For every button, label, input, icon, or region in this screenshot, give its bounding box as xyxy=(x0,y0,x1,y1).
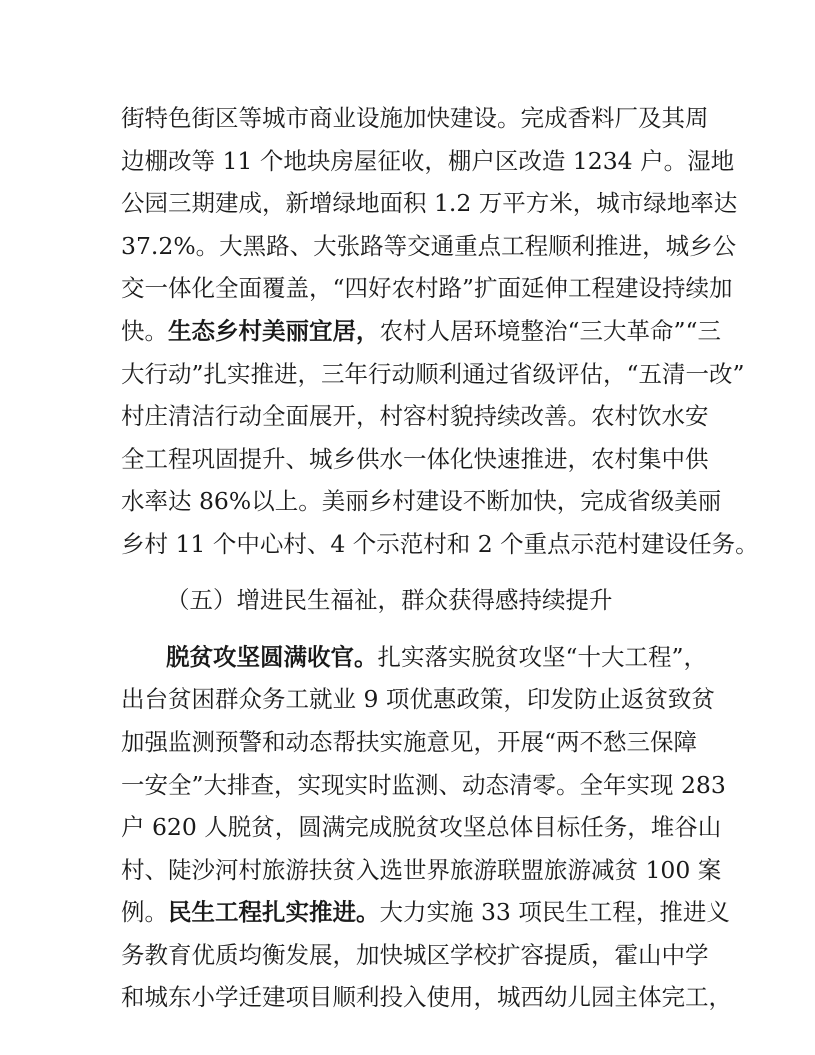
text-run: 大行动”扎实推进，三年行动顺利通过省级评估，“五清一改” xyxy=(121,360,745,388)
text-run: 农村人居环境整治“三大革命”“三 xyxy=(379,317,722,345)
text-run: 全工程巩固提升、城乡供水一体化快速推进，农村集中供 xyxy=(121,445,709,473)
text-run: 扎实落实脱贫攻坚“十大工程”， xyxy=(377,643,708,671)
body-text-line xyxy=(121,397,709,435)
text-run: 村、陡沙河村旅游扶贫入选世界旅游联盟旅游减贫 100 案 xyxy=(121,856,722,884)
text-run: 一安全”大排查，实现实时监测、动态清零。全年实现 283 xyxy=(121,771,726,799)
body-text-line xyxy=(121,482,722,520)
text-run: 37.2%。大黑路、大张路等交通重点工程顺利推进，城乡公 xyxy=(121,232,737,260)
body-text-line xyxy=(121,893,730,931)
text-run: 公园三期建成，新增绿地面积 1.2 万平方米，城市绿地率达 xyxy=(121,189,738,217)
body-text-line xyxy=(121,355,745,393)
body-text-line xyxy=(121,680,715,718)
text-run: 和城东小学迁建项目顺利投入使用，城西幼儿园主体完工， xyxy=(121,983,732,1011)
bold-topic-heading: 生态乡村美丽宜居， xyxy=(168,317,380,345)
body-text-line xyxy=(121,766,726,804)
body-text-line xyxy=(121,440,709,478)
section-heading-text: （五）增进民生福祉，群众获得感持续提升 xyxy=(166,586,613,614)
body-text-line xyxy=(121,269,733,307)
body-text-line xyxy=(121,978,732,1016)
text-run: 街特色街区等城市商业设施加快建设。完成香料厂及其周 xyxy=(121,104,709,132)
text-run: 例。 xyxy=(121,898,168,926)
section-heading xyxy=(166,581,613,619)
body-text-line xyxy=(121,808,722,846)
body-text-line xyxy=(121,525,759,563)
body-text-line xyxy=(121,312,722,350)
text-run: 大力实施 33 项民生工程，推进义 xyxy=(379,898,730,926)
text-run: 乡村 11 个中心村、4 个示范村和 2 个重点示范村建设任务。 xyxy=(121,530,759,558)
text-run: 加强监测预警和动态帮扶实施意见，开展“两不愁三保障 xyxy=(121,728,698,756)
body-text-line xyxy=(121,723,696,761)
body-text-line xyxy=(121,99,709,137)
text-run: 务教育优质均衡发展，加快城区学校扩容提质，霍山中学 xyxy=(121,941,709,969)
text-run: 快。 xyxy=(121,317,168,345)
text-run: 出台贫困群众务工就业 9 项优惠政策，印发防止返贫致贫 xyxy=(121,685,715,713)
text-run: 边棚改等 11 个地块房屋征收，棚户区改造 1234 户。湿地 xyxy=(121,147,735,175)
body-text-line xyxy=(121,227,737,265)
body-text-line xyxy=(121,184,738,222)
body-text-line xyxy=(121,142,735,180)
body-text-line xyxy=(121,936,709,974)
body-text-line xyxy=(166,638,708,676)
body-text-line xyxy=(121,851,722,889)
text-run: 村庄清洁行动全面展开，村容村貌持续改善。农村饮水安 xyxy=(121,402,709,430)
text-run: 户 620 人脱贫，圆满完成脱贫攻坚总体目标任务，堆谷山 xyxy=(121,813,722,841)
text-run: 交一体化全面覆盖，“四好农村路”扩面延伸工程建设持续加 xyxy=(121,274,733,302)
text-run: 水率达 86%以上。美丽乡村建设不断加快，完成省级美丽 xyxy=(121,487,722,515)
bold-topic-heading: 脱贫攻坚圆满收官。 xyxy=(166,643,378,671)
bold-topic-heading: 民生工程扎实推进。 xyxy=(168,898,380,926)
